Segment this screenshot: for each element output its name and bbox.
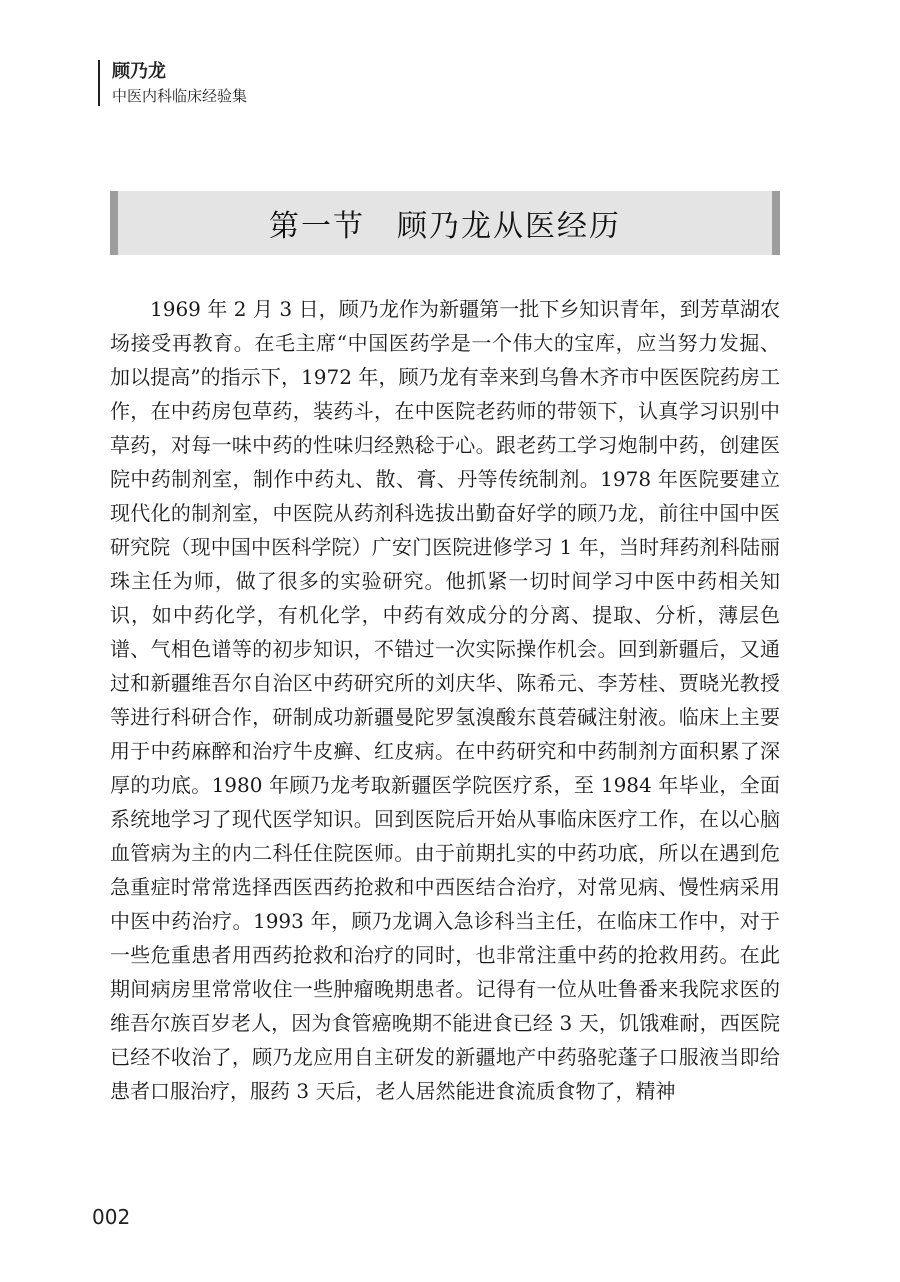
running-header — [98, 60, 247, 106]
section-title: 第一节 顾乃龙从医经历 — [269, 209, 621, 244]
header-book-title: 中医内科临床经验集 — [112, 87, 248, 105]
header-author: 顾乃龙 — [112, 61, 166, 82]
section-banner — [110, 191, 780, 255]
page-number: 002 — [92, 1205, 131, 1229]
body-paragraph: 1969 年 2 月 3 日，顾乃龙作为新疆第一批下乡知识青年，到芳草湖农场接受再教育。在毛主席“中国医药学是一个伟大的宝库，应当努力发掘、加以提高”的指示下，1972 年，顾乃龙有幸来到乌鲁木齐市中医医院药房工作，在中药房包草药，装药斗，在中医院老药师的带领下，认真学习识别中草药，对每一味中药的性味归经熟稔于心。跟老药工学习炮制中药，创建医院中药制剂室，制作中药丸、散、膏、丹等传统制剂。1978 年医院要建立现代化的制剂室，中医院从药剂科选拔出勤奋好学的顾乃龙，前往中国中医研究院（现中国中医科学院）广安门医院进修学习 1 年，当时拜药剂科陆丽珠主任为师，做了很多的实验研究。他抓紧一切时间学习中医中药相关知识，如中药化学，有机化学，中药有效成分的分离、提取、分析，薄层色谱、气相色谱等的初步知识，不错过一次实际操作机会。回到新疆后，又通过和新疆维吾尔自治区中药研究所的刘庆华、陈希元、李芳桂、贾晓光教授等进行科研合作，研制成功新疆曼陀罗氢溴酸东莨菪碱注射液。临床上主要用于中药麻醉和治疗牛皮癣、红皮病。在中药研究和中药制剂方面积累了深厚的功底。1980 年顾乃龙考取新疆医学院医疗系，至 1984 年毕业，全面系统地学习了现代医学知识。回到医院后开始从事临床医疗工作，在以心脑血管病为主的内二科任住院医师。由于前期扎实的中药功底，所以在遇到危急重症时常常选择西医西药抢救和中西医结合治疗，对常见病、慢性病采用中医中药治疗。1993 年，顾乃龙调入急诊科当主任，在临床工作中，对于一些危重患者用西药抢救和治疗的同时，也非常注重中药的抢救用药。在此期间病房里常常收住一些肿瘤晚期患者。记得有一位从吐鲁番来我院求医的维吾尔族百岁老人，因为食管癌晚期不能进食已经 3 天，饥饿难耐，西医院已经不收治了，顾乃龙应用自主研发的新疆地产中药骆驼蓬子口服液当即给患者口服治疗，服药 3 天后，老人居然能进食流质食物了，精神 — [110, 297, 780, 1103]
